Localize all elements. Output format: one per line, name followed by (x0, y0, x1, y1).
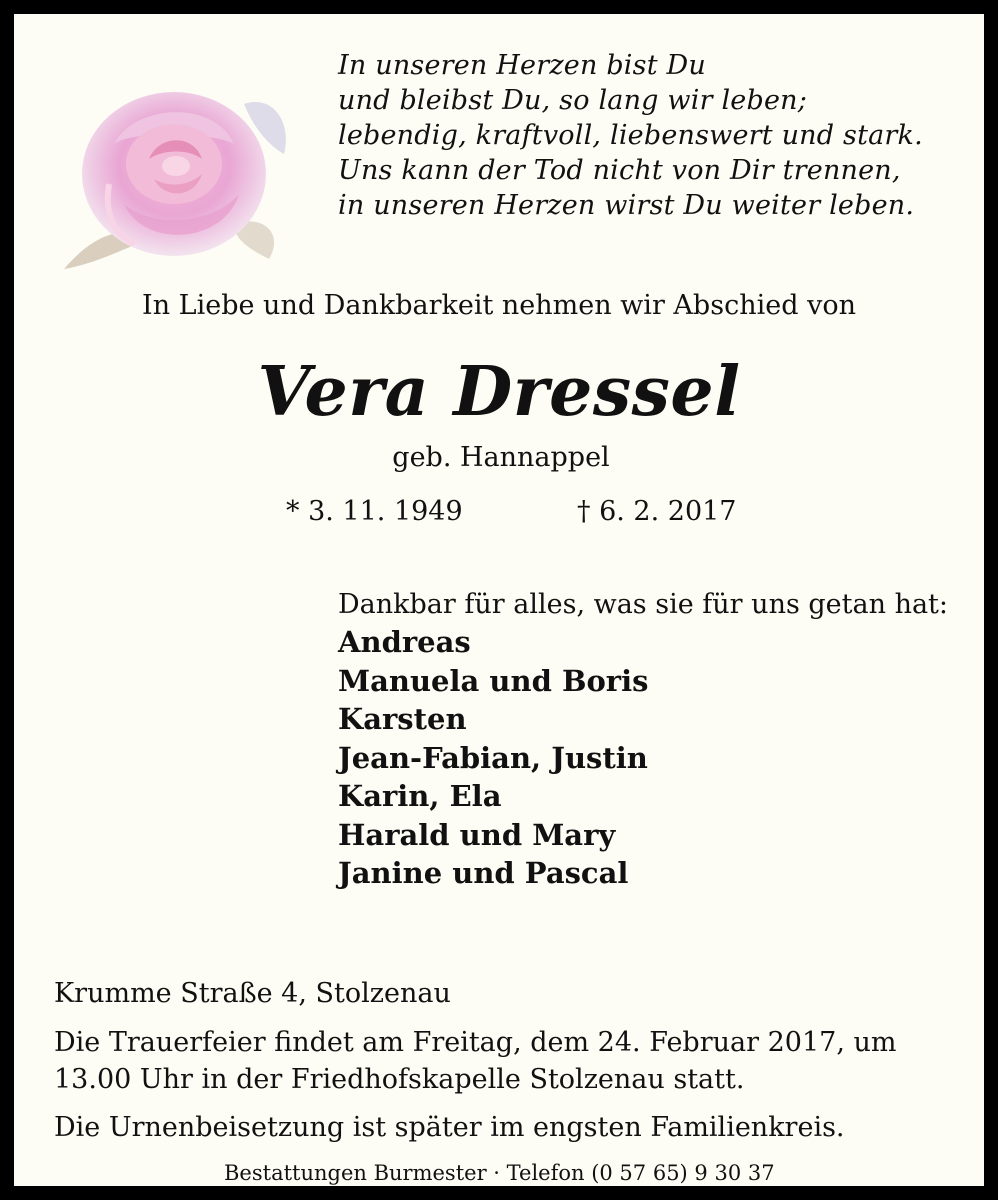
mourner-name: Janine und Pascal (338, 856, 629, 890)
mourner-name: Harald und Mary (338, 817, 616, 852)
ceremony-info: Die Trauerfeier findet am Freitag, dem 24. Februar 2017, um 13.00 Uhr in der Friedhofskapelle Stolzenau statt. (54, 1027, 897, 1095)
deceased-name: Vera Dressel (257, 352, 741, 432)
obituary-notice (14, 14, 984, 1186)
poem-line: Uns kann der Tod nicht von Dir trennen, (338, 155, 901, 186)
farewell-intro: In Liebe und Dankbarkeit nehmen wir Abschied von (142, 290, 856, 321)
poem-line: In unseren Herzen bist Du (338, 50, 706, 81)
poem-line: und bleibst Du, so lang wir leben; (338, 85, 808, 116)
thanks-text: Dankbar für alles, was sie für uns getan hat: (338, 589, 949, 620)
maiden-name: geb. Hannappel (392, 442, 610, 473)
birth-date: * 3. 11. 1949 (286, 496, 463, 527)
mourner-names (338, 623, 958, 893)
mourner-name: Manuela und Boris (338, 663, 649, 698)
address: Krumme Straße 4, Stolzenau (54, 978, 451, 1009)
mourner-name: Karin, Ela (338, 779, 502, 813)
mourners-block (338, 586, 958, 893)
poem (338, 48, 923, 223)
mourner-name: Karsten (338, 702, 467, 736)
funeral-home-footer: Bestattungen Burmester · Telefon (0 57 65) 9 30 37 (220, 1160, 779, 1186)
death-date: † 6. 2. 2017 (577, 496, 737, 527)
rose-illustration (54, 64, 294, 284)
mourner-name: Andreas (338, 625, 471, 659)
poem-line: lebendig, kraftvoll, liebenswert und stark. (338, 120, 923, 151)
poem-line: in unseren Herzen wirst Du weiter leben. (338, 190, 915, 221)
urn-burial-info: Die Urnenbeisetzung ist später im engsten Familienkreis. (54, 1112, 845, 1143)
mourner-name: Jean-Fabian, Justin (338, 740, 648, 775)
